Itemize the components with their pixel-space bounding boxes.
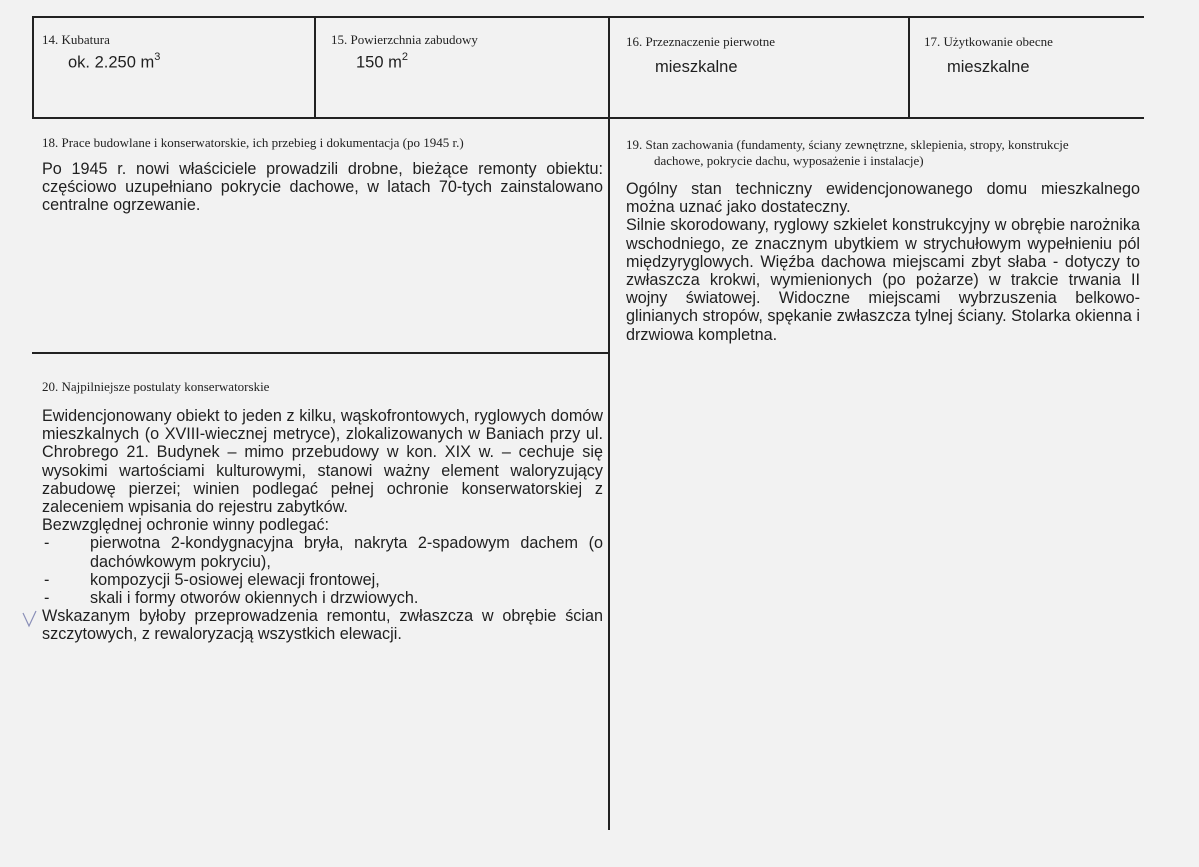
list-dash: -: [44, 589, 50, 608]
field-16-original-purpose: [626, 34, 901, 77]
col-divider-line-1: [314, 16, 316, 119]
field-14-cubature: [42, 32, 307, 73]
col-divider-line-3: [908, 16, 910, 119]
section-20-paragraph-3: Wskazanym byłoby przeprowadzenia remontu, zwłaszcza w obrębie ścian szczytowych, z rewaloryzacją wszystkich elewacji.: [42, 607, 603, 644]
section-19-paragraph-1: Ogólny stan techniczny ewidencjonowanego domu mieszkalnego można uznać jako dostateczny.: [626, 180, 1140, 217]
section-20-conservation-postulates: [42, 379, 603, 644]
section-19-label-line2: dachowe, pokrycie dachu, wyposażenie i instalacje): [654, 153, 924, 168]
field-16-label: 16. Przeznaczenie pierwotne: [626, 34, 776, 49]
list-item-text: skali i formy otworów okiennych i drzwiowych.: [90, 589, 419, 608]
field-15-label: 15. Powierzchnia zabudowy: [331, 32, 478, 47]
top-border-line: [32, 16, 1144, 18]
list-dash: -: [44, 570, 50, 589]
section-19-text: [626, 180, 1140, 344]
field-14-value-sup: 3: [154, 51, 161, 63]
section-19-label: 19. Stan zachowania (fundamenty, ściany zewnętrzne, sklepienia, stropy, konstrukcje: [626, 137, 1069, 152]
field-17-value: mieszkalne: [947, 58, 1030, 76]
section-18-construction-works: [42, 135, 603, 215]
field-14-label: 14. Kubatura: [42, 32, 110, 47]
list-item: [42, 534, 603, 570]
section-20-paragraph-2: Bezwzględnej ochronie winny podlegać:: [42, 516, 330, 535]
list-item-text: kompozycji 5-osiowej elewacji frontowej,: [90, 570, 380, 589]
section-20-text: [42, 407, 603, 644]
handwritten-check-mark-icon: [21, 609, 39, 634]
row-divider-line: [32, 117, 1144, 119]
section-20-paragraph-1: Ewidencjonowany obiekt to jeden z kilku, wąskofrontowych, ryglowych domów mieszkalnych (o XVIII-wiecznej metryce), zlokalizowanych w Baniach przy ul. Chrobrego 21. Budynek – mimo przebudowy w kon. XIX w. – cechuje się wysokimi wartościami kulturowymi, stanowi ważny element waloryzujący zabudowę pierzei; winien podlegać pełnej ochronie konserwatorskiej z zaleceniem wpisania do rejestru zabytków.: [42, 407, 603, 517]
section-18-label: 18. Prace budowlane i konserwatorskie, ich przebieg i dokumentacja (po 1945 r.): [42, 135, 464, 150]
section-20-label: 20. Najpilniejsze postulaty konserwatorskie: [42, 379, 270, 394]
field-14-value: [42, 52, 307, 73]
field-14-value-text: ok. 2.250 m: [68, 53, 155, 72]
list-item: [42, 571, 603, 589]
field-17-label: 17. Użytkowanie obecne: [924, 34, 1053, 49]
field-15-built-area: [331, 32, 601, 73]
list-dash: -: [44, 534, 50, 553]
check-mark-icon: [21, 609, 39, 629]
list-item: [42, 589, 603, 607]
col-divider-line-2: [608, 16, 610, 830]
field-17-current-use: [924, 34, 1139, 77]
section-19-state-of-preservation: [626, 137, 1140, 344]
field-15-value-text: 150 m: [356, 53, 402, 72]
field-16-value: mieszkalne: [655, 58, 738, 76]
left-border-line: [32, 16, 34, 119]
list-item-text: pierwotna 2-kondygnacyjna bryła, nakryta 2-spadowym dachem (o dachówkowym pokryciu),: [90, 534, 603, 571]
section-19-paragraph-2: Silnie skorodowany, ryglowy szkielet konstrukcyjny w obrębie narożnika wschodniego, ze znacznym ubytkiem w strychułowym wypełnieniu pól międzyryglowych. Więźba dachowa miejscami zbyt słaba - dotyczy to zwłaszcza krokwi, wymienionych (po pożarze) w trakcie trwania II wojny światowej. Widoczne miejscami wybrzuszenia belkowo-glinianych stropów, spękanie zwłaszcza tylnej ściany. Stolarka okienna i drzwiowa kompletna.: [626, 216, 1140, 344]
field-15-value: [331, 52, 601, 73]
section-18-text: Po 1945 r. nowi właściciele prowadzili drobne, bieżące remonty obiektu: częściowo uzupełniano pokrycie dachowe, w latach 70-tych zainstalowano centralne ogrzewanie.: [42, 160, 603, 215]
field-15-value-sup: 2: [401, 51, 408, 63]
section18-bottom-line: [32, 352, 609, 354]
